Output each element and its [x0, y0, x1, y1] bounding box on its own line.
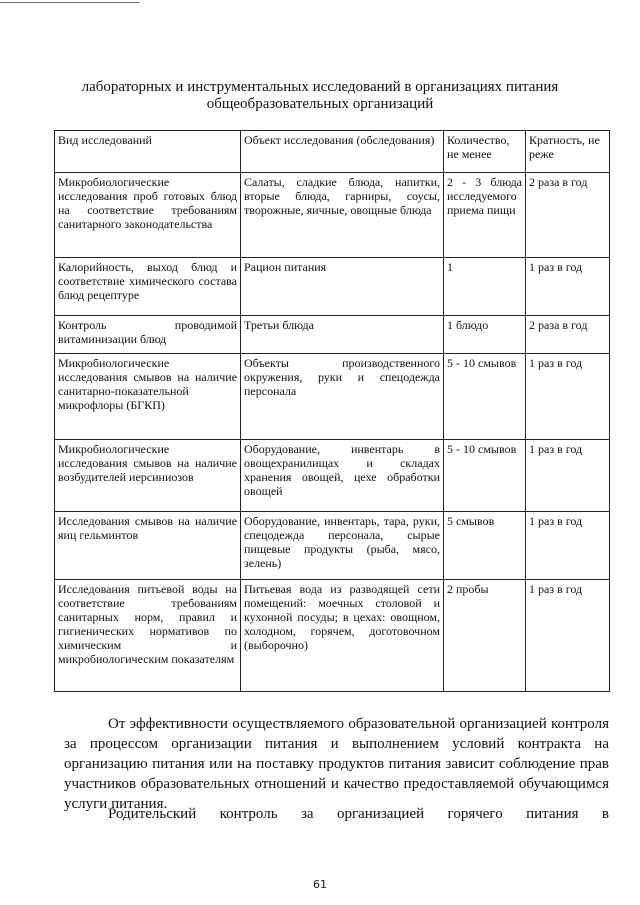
table-row	[55, 173, 610, 258]
cell-research-object: Салаты, сладкие блюда, напитки, вторые блюда, гарниры, соусы, творожные, яичные, овощные блюда	[241, 173, 444, 258]
header-rule	[0, 2, 140, 3]
cell-frequency: 2 раза в год	[526, 173, 610, 258]
cell-quantity: 2 пробы	[444, 580, 526, 692]
cell-frequency: 2 раза в год	[526, 316, 610, 354]
table-row	[55, 440, 610, 512]
paragraph-parental-control: Родительский контроль за организацией горячего питания в	[108, 806, 609, 822]
table-row	[55, 512, 610, 580]
cell-quantity: 2 - 3 блюда исследуемого приема пищи	[444, 173, 526, 258]
table-row	[55, 354, 610, 440]
page-number: 61	[313, 878, 327, 891]
cell-quantity: 1 блюдо	[444, 316, 526, 354]
cell-research-type: Калорийность, выход блюд и соответствие химического состава блюд рецептуре	[55, 258, 241, 316]
cell-research-type: Исследования смывов на наличие яиц гельминтов	[55, 512, 241, 580]
cell-research-object: Объекты производственного окружения, руки и спецодежда персонала	[241, 354, 444, 440]
header-frequency: Кратность, не реже	[526, 131, 610, 173]
header-quantity: Количество, не менее	[444, 131, 526, 173]
table-row	[55, 580, 610, 692]
paragraph-effectiveness: От эффективности осуществляемого образовательной организацией контроля за процессом организации питания и выполнением условий контракта на организацию питания или на поставку продуктов питания зависит соблюдение прав участников образовательных отношений и качество предоставляемой обучающимся услуги питания.	[64, 716, 609, 812]
table-row	[55, 258, 610, 316]
cell-quantity: 5 - 10 смывов	[444, 440, 526, 512]
cell-frequency: 1 раз в год	[526, 440, 610, 512]
cell-frequency: 1 раз в год	[526, 580, 610, 692]
cell-research-object: Третьи блюда	[241, 316, 444, 354]
table-row	[55, 316, 610, 354]
cell-frequency: 1 раз в год	[526, 354, 610, 440]
research-table	[54, 130, 610, 692]
cell-research-object: Питьевая вода из разводящей сети помещений: моечных столовой и кухонной посуды; в цехах: овощном, холодном, горячем, доготовочном (выборочно)	[241, 580, 444, 692]
header-research-object: Объект исследования (обследования)	[241, 131, 444, 173]
cell-quantity: 5 - 10 смывов	[444, 354, 526, 440]
cell-research-object: Оборудование, инвентарь в овощехранилищах и складах хранения овощей, цехе обработки овощей	[241, 440, 444, 512]
section-heading-line-1: лабораторных и инструментальных исследований в организациях питания	[81, 79, 559, 95]
cell-research-type: Микробиологические исследования проб готовых блюд на соответствие требованиям санитарного законодательства	[55, 173, 241, 258]
cell-research-type: Контроль проводимой витаминизации блюд	[55, 316, 241, 354]
header-research-type: Вид исследований	[55, 131, 241, 173]
cell-research-type: Микробиологические исследования смывов на наличие санитарно-показательной микрофлоры (БГКП)	[55, 354, 241, 440]
cell-frequency: 1 раз в год	[526, 258, 610, 316]
cell-quantity: 1	[444, 258, 526, 316]
cell-research-object: Рацион питания	[241, 258, 444, 316]
cell-frequency: 1 раз в год	[526, 512, 610, 580]
cell-quantity: 5 смывов	[444, 512, 526, 580]
section-heading-line-2: общеобразовательных организаций	[206, 96, 434, 112]
table-header-row	[55, 131, 610, 173]
cell-research-object: Оборудование, инвентарь, тара, руки, спецодежда персонала, сырые пищевые продукты (рыба, мясо, зелень)	[241, 512, 444, 580]
cell-research-type: Исследования питьевой воды на соответствие требованиям санитарных норм, правил и гигиенических нормативов по химическим и микробиологическим показателям	[55, 580, 241, 692]
cell-research-type: Микробиологические исследования смывов на наличие возбудителей иерсиниозов	[55, 440, 241, 512]
